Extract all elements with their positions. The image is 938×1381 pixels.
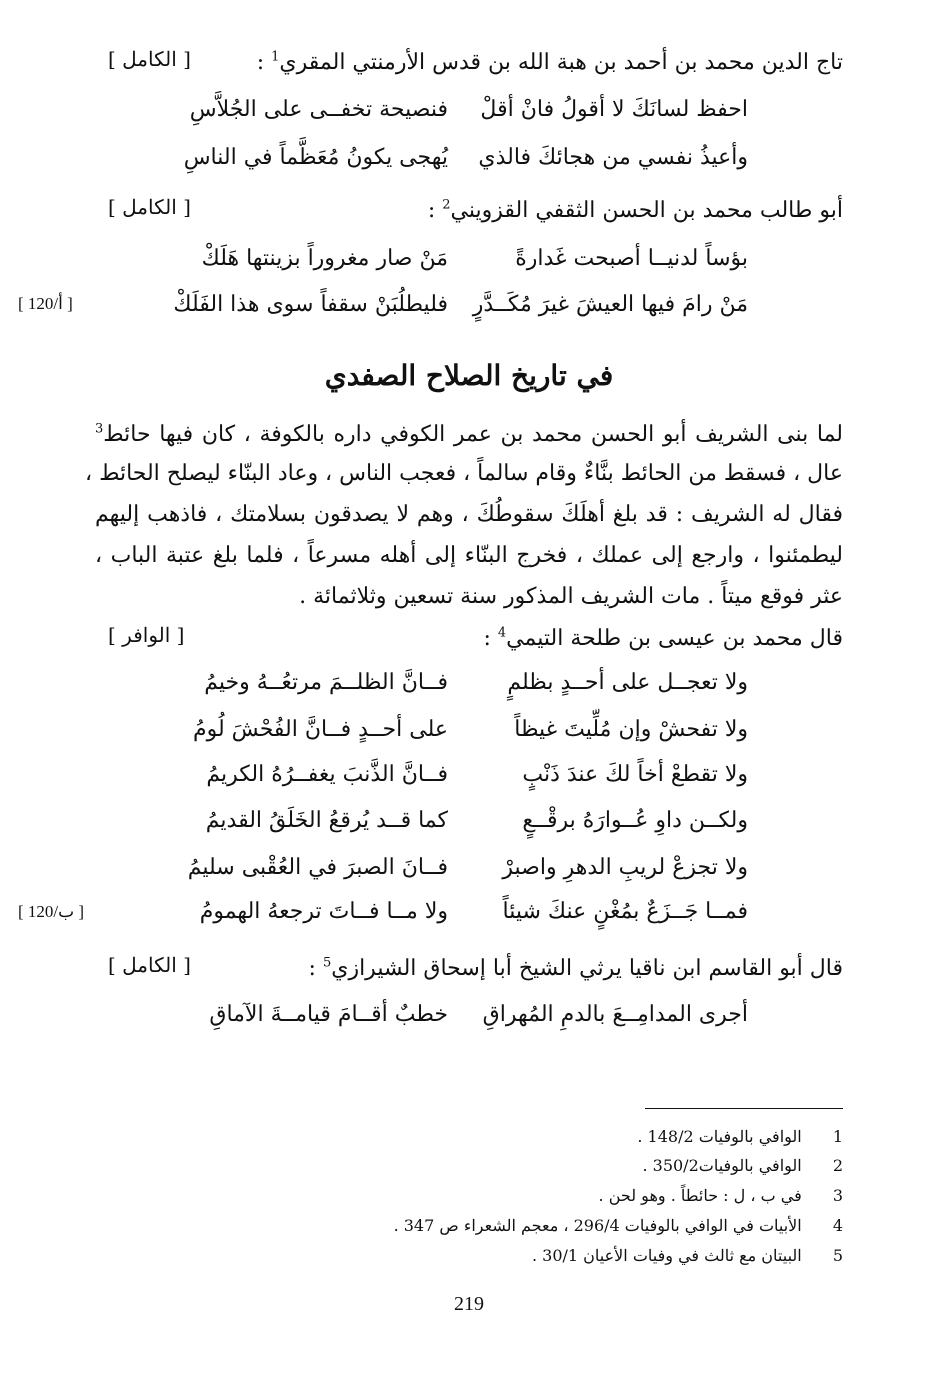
verse-first-hemistich: بؤساً لدنيــا أصبحت غَدارةً — [515, 246, 748, 271]
folio-marker: [ 120/أ ] — [18, 294, 73, 313]
verse-second-hemistich: فــانَّ الظلــمَ مرتعُــهُ وخيمُ — [204, 670, 448, 695]
verse-first-hemistich: ولا تعجــل على أحــدٍ بظلمٍ — [507, 670, 748, 695]
verse-first-hemistich: احفظ لسانَكَ لا أقولُ فانْ أقلْ — [480, 97, 748, 122]
page-number: 219 — [454, 1293, 484, 1315]
verse-second-hemistich: فــانَ الصبرَ في العُقْبى سليمُ — [187, 855, 448, 880]
verse-first-hemistich: ولا تجزعْ لريبِ الدهرِ واصبرْ — [502, 855, 748, 880]
meter-label: [ الكامل ] — [108, 953, 191, 977]
prose-line: عثر فوقع ميتاً . مات الشريف المذكور سنة تسعين وثلاثمائة . — [299, 584, 843, 609]
verse-first-hemistich: ولا تفحشْ وإن مُلِّيتَ غيظاً — [514, 717, 748, 742]
footnote: 3 في ب ، ل : حائطاً . وهو لحن . — [598, 1186, 843, 1205]
footnote-marker: 2 — [442, 197, 451, 213]
poet-intro: أبو طالب محمد بن الحسن الثقفي القزويني$^2$ : — [427, 197, 843, 223]
verse-second-hemistich: مَنْ صار مغروراً بزينتها هَلَكْ — [201, 246, 448, 271]
verse-first-hemistich: مَنْ رامَ فيها العيشَ غيرَ مُكَــدَّرٍ — [472, 292, 748, 317]
verse-first-hemistich: ولا تقطعْ أخاً لكَ عندَ ذَنْبٍ — [522, 762, 748, 787]
verse-second-hemistich: يُهجى يكونُ مُعَظَّماً في الناسِ — [183, 145, 448, 170]
prose-line: عال ، فسقط من الحائط بنَّاءٌ وقام سالماً ، فعجب الناس ، وعاد البنّاء ليصلح الحائط ، — [84, 461, 843, 486]
verse-second-hemistich: فليطلُبَنْ سقفاً سوى هذا الفَلَكْ — [173, 292, 448, 317]
verse-second-hemistich: خطبٌ أقــامَ قيامــةَ الآماقِ — [209, 1002, 448, 1027]
footnote: 2 الوافي بالوفيات350/2 . — [642, 1156, 843, 1175]
footnote-marker: 1 — [271, 49, 280, 65]
verse-second-hemistich: ولا مــا فــاتَ ترجعهُ الهمومُ — [199, 899, 448, 924]
folio-marker: [ 120/ب ] — [18, 902, 85, 921]
poet-intro: قال أبو القاسم ابن ناقيا يرثي الشيخ أبا إسحاق الشيرازي$^5$ : — [308, 955, 843, 981]
verse-second-hemistich: كما قــد يُرقعُ الخَلَقُ القديمُ — [205, 808, 448, 833]
footnote: 1 الوافي بالوفيات 148/2 . — [637, 1127, 843, 1146]
footnote-separator — [645, 1108, 843, 1109]
poet-intro: تاج الدين محمد بن أحمد بن هبة الله بن قدس الأرمنتي المقري$^1$ : — [256, 49, 843, 75]
prose-line: لما بنى الشريف أبو الحسن محمد بن عمر الكوفي داره بالكوفة ، كان فيها حائط$^3$ — [95, 421, 843, 447]
footnote: 4 الأبيات في الوافي بالوفيات 296/4 ، معجم الشعراء ص 347 . — [393, 1216, 843, 1235]
poet-intro: قال محمد بن عيسى بن طلحة التيمي$^4$ : — [483, 625, 843, 651]
meter-label: [ الكامل ] — [108, 47, 191, 71]
footnote: 5 البيتان مع ثالث في وفيات الأعيان 30/1 . — [531, 1246, 843, 1265]
meter-label: [ الوافر ] — [108, 623, 185, 647]
verse-first-hemistich: فمــا جَــزَعٌ بمُغْنٍ عنكَ شيئاً — [502, 899, 748, 924]
verse-second-hemistich: فــانَّ الذَّنبَ يغفــرُهُ الكريمُ — [206, 762, 448, 787]
verse-first-hemistich: وأعيذُ نفسي من هجائكَ فالذي — [478, 145, 748, 170]
meter-label: [ الكامل ] — [108, 195, 191, 219]
footnote-marker: 3 — [95, 421, 104, 437]
verse-first-hemistich: ولكــن داوِ عُــوارَهُ برقْــعٍ — [522, 808, 748, 833]
verse-second-hemistich: فنصيحة تخفــى على الجُلاَّسِ — [189, 97, 448, 122]
verse-second-hemistich: على أحــدٍ فــانَّ الفُحْشَ لُومُ — [192, 717, 448, 742]
footnote-marker: 5 — [322, 955, 332, 971]
prose-line: ليطمئنوا ، وارجع إلى عملك ، فخرج البنّاء إلى أهله مسرعاً ، فلما بلغ عتبة الباب ، — [95, 543, 843, 568]
section-heading: في تاريخ الصلاح الصفدي — [324, 359, 614, 392]
verse-first-hemistich: أجرى المدامِــعَ بالدمِ المُهراقِ — [482, 1002, 748, 1027]
prose-line: فقال له الشريف : قد بلغ أهلَكَ سقوطُكَ ، وهم لا يصدقون بسلامتك ، فاذهب إليهم — [95, 502, 843, 527]
footnote-marker: 4 — [497, 625, 507, 641]
